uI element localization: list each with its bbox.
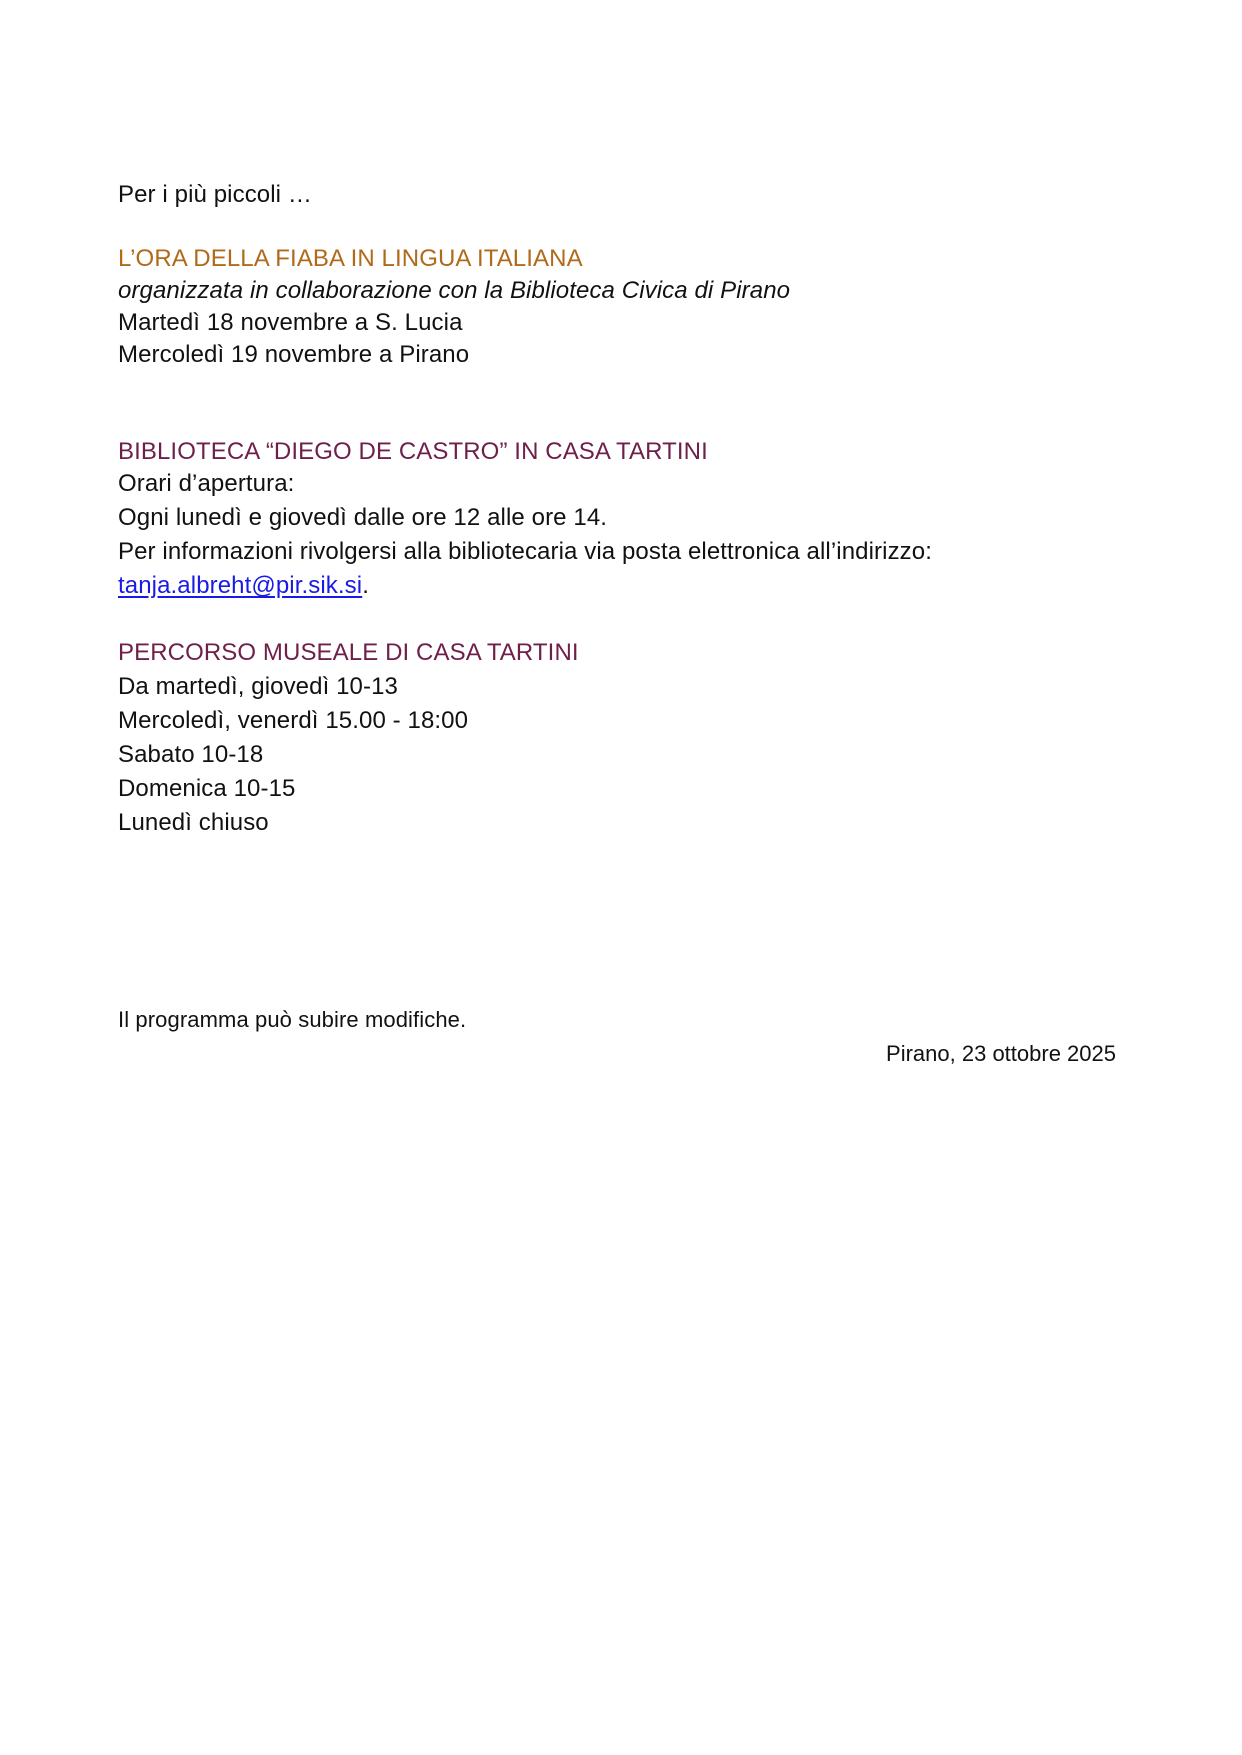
percorso-schedule-2: Mercoledì, venerdì 15.00 - 18:00	[118, 707, 469, 734]
footer-place-date: Pirano, 23 ottobre 2025	[886, 1041, 1116, 1066]
fiaba-date-1: Martedì 18 novembre a S. Lucia	[118, 309, 463, 336]
fiaba-title: L’ORA DELLA FIABA IN LINGUA ITALIANA	[118, 245, 583, 272]
footer-note: Il programma può subire modifiche.	[118, 1007, 467, 1032]
biblioteca-hours: Ogni lunedì e giovedì dalle ore 12 alle ore 14.	[118, 504, 608, 531]
email-suffix: .	[362, 572, 369, 599]
intro-text: Per i più piccoli …	[118, 181, 312, 208]
fiaba-date-2: Mercoledì 19 novembre a Pirano	[118, 341, 470, 368]
percorso-schedule-3: Sabato 10-18	[118, 741, 264, 768]
percorso-schedule-4: Domenica 10-15	[118, 775, 296, 802]
fiaba-subtitle: organizzata in collaborazione con la Biblioteca Civica di Pirano	[118, 277, 791, 304]
email-link[interactable]: tanja.albreht@pir.sik.si	[118, 572, 363, 599]
biblioteca-info: Per informazioni rivolgersi alla bibliotecaria via posta elettronica all’indirizzo:	[118, 538, 932, 565]
percorso-title: PERCORSO MUSEALE DI CASA TARTINI	[118, 639, 579, 666]
biblioteca-hours-label: Orari d’apertura:	[118, 470, 295, 497]
percorso-schedule-1: Da martedì, giovedì 10-13	[118, 673, 398, 700]
percorso-schedule-5: Lunedì chiuso	[118, 809, 269, 836]
biblioteca-email-line	[118, 570, 369, 602]
biblioteca-title: BIBLIOTECA “DIEGO DE CASTRO” IN CASA TARTINI	[118, 438, 708, 465]
